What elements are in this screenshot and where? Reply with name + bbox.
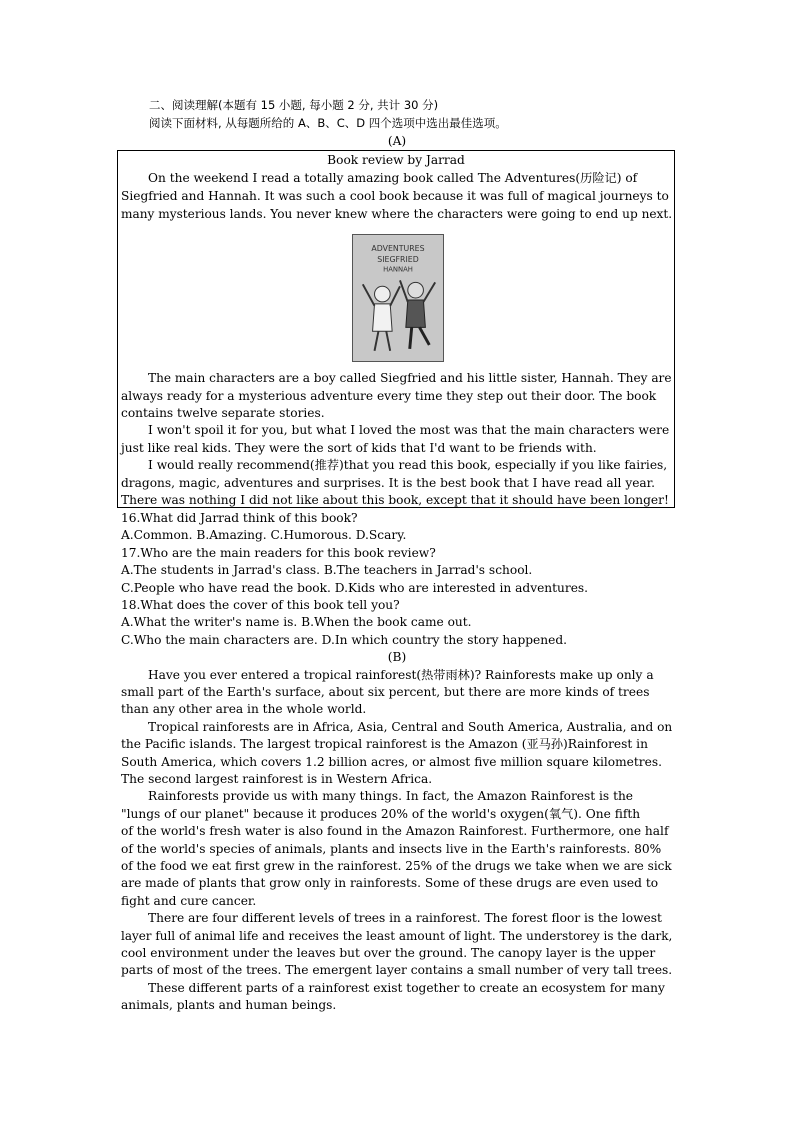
passage-b-line: South America, which covers 1.2 billion acres, or almost five million square kilometres. bbox=[121, 755, 662, 769]
passage-b-line: parts of most of the trees. The emergent layer contains a small number of very tall trees. bbox=[121, 963, 673, 977]
passage-b-line: of the world's species of animals, plants and insects live in the Earth's rainforests. 80% bbox=[121, 842, 662, 856]
review-line: I would really recommend(推荐)that you read this book, especially if you like fairies, bbox=[148, 458, 668, 472]
review-line: always ready for a mysterious adventure every time they step out their door. The book bbox=[121, 389, 657, 403]
passage-b-line: "lungs of our planet" because it produces 20% of the world's oxygen(氧气). One fifth bbox=[121, 807, 641, 821]
passage-b-line: animals, plants and human beings. bbox=[121, 998, 337, 1012]
review-line: many mysterious lands. You never knew where the characters were going to end up next. bbox=[121, 207, 673, 221]
passage-b-line: of the world's fresh water is also found in the Amazon Rainforest. Furthermore, one half bbox=[121, 824, 669, 838]
question-17-options-ab: A.The students in Jarrad's class. B.The teachers in Jarrad's school. bbox=[121, 563, 533, 577]
review-line: There was nothing I did not like about this book, except that it should have been longer! bbox=[121, 493, 669, 507]
passage-a-label: (A) bbox=[387, 134, 407, 148]
question-17: 17.Who are the main readers for this book review? bbox=[121, 546, 436, 560]
review-line: I won't spoil it for you, but what I loved the most was that the main characters were bbox=[148, 423, 670, 437]
passage-b-line: of the food we eat first grew in the rainforest. 25% of the drugs we take when we are sick bbox=[121, 859, 672, 873]
question-16-options: A.Common. B.Amazing. C.Humorous. D.Scary. bbox=[121, 528, 407, 542]
question-17-options-cd: C.People who have read the book. D.Kids who are interested in adventures. bbox=[121, 581, 589, 595]
cover-title-line: ADVENTURES bbox=[371, 244, 425, 254]
book-cover-illustration bbox=[353, 235, 443, 361]
review-line: just like real kids. They were the sort of kids that I'd want to be friends with. bbox=[121, 441, 597, 455]
passage-b-line: are made of plants that grow only in rainforests. Some of these drugs are even used to bbox=[121, 876, 659, 890]
question-18-options-cd: C.Who the main characters are. D.In which country the story happened. bbox=[121, 633, 568, 647]
section-heading: 二、阅读理解(本题有 15 小题, 每小题 2 分, 共计 30 分) bbox=[149, 98, 439, 112]
cover-title-line: HANNAH bbox=[383, 265, 413, 274]
book-cover-image bbox=[352, 234, 444, 362]
cover-title-line: SIEGFRIED bbox=[377, 254, 419, 264]
review-line: Siegfried and Hannah. It was such a cool book because it was full of magical journeys to bbox=[121, 189, 669, 203]
passage-b-line: small part of the Earth's surface, about six percent, but there are more kinds of trees bbox=[121, 685, 650, 699]
review-line: On the weekend I read a totally amazing book called The Adventures(历险记) of bbox=[148, 171, 638, 185]
passage-b-line: Tropical rainforests are in Africa, Asia, Central and South America, Australia, and on bbox=[148, 720, 673, 734]
passage-b-line: Have you ever entered a tropical rainforest(热带雨林)? Rainforests make up only a bbox=[148, 668, 654, 682]
passage-b-line: than any other area in the whole world. bbox=[121, 702, 367, 716]
passage-b-line: Rainforests provide us with many things. In fact, the Amazon Rainforest is the bbox=[148, 789, 634, 803]
question-16: 16.What did Jarrad think of this book? bbox=[121, 511, 358, 525]
review-line: contains twelve separate stories. bbox=[121, 406, 325, 420]
passage-b-line: cool environment under the leaves but over the ground. The canopy layer is the upper bbox=[121, 946, 656, 960]
question-18: 18.What does the cover of this book tell you? bbox=[121, 598, 400, 612]
question-18-options-ab: A.What the writer's name is. B.When the book came out. bbox=[121, 615, 472, 629]
section-instruction: 阅读下面材料, 从每题所给的 A、B、C、D 四个选项中选出最佳选项。 bbox=[149, 116, 507, 130]
passage-b-line: layer full of animal life and receives the least amount of light. The understorey is the dark, bbox=[121, 929, 673, 943]
review-line: dragons, magic, adventures and surprises. It is the best book that I have read all year. bbox=[121, 476, 656, 490]
review-title: Book review by Jarrad bbox=[327, 153, 465, 167]
passage-b-line: the Pacific islands. The largest tropical rainforest is the Amazon (亚马孙)Rainforest in bbox=[121, 737, 648, 751]
passage-b-line: The second largest rainforest is in Western Africa. bbox=[121, 772, 433, 786]
passage-b-line: fight and cure cancer. bbox=[121, 894, 257, 908]
review-line: The main characters are a boy called Siegfried and his little sister, Hannah. They are bbox=[148, 371, 672, 385]
passage-b-label: (B) bbox=[387, 650, 407, 664]
passage-b-line: These different parts of a rainforest exist together to create an ecosystem for many bbox=[148, 981, 665, 995]
passage-b-line: There are four different levels of trees in a rainforest. The forest floor is the lowest bbox=[148, 911, 662, 925]
